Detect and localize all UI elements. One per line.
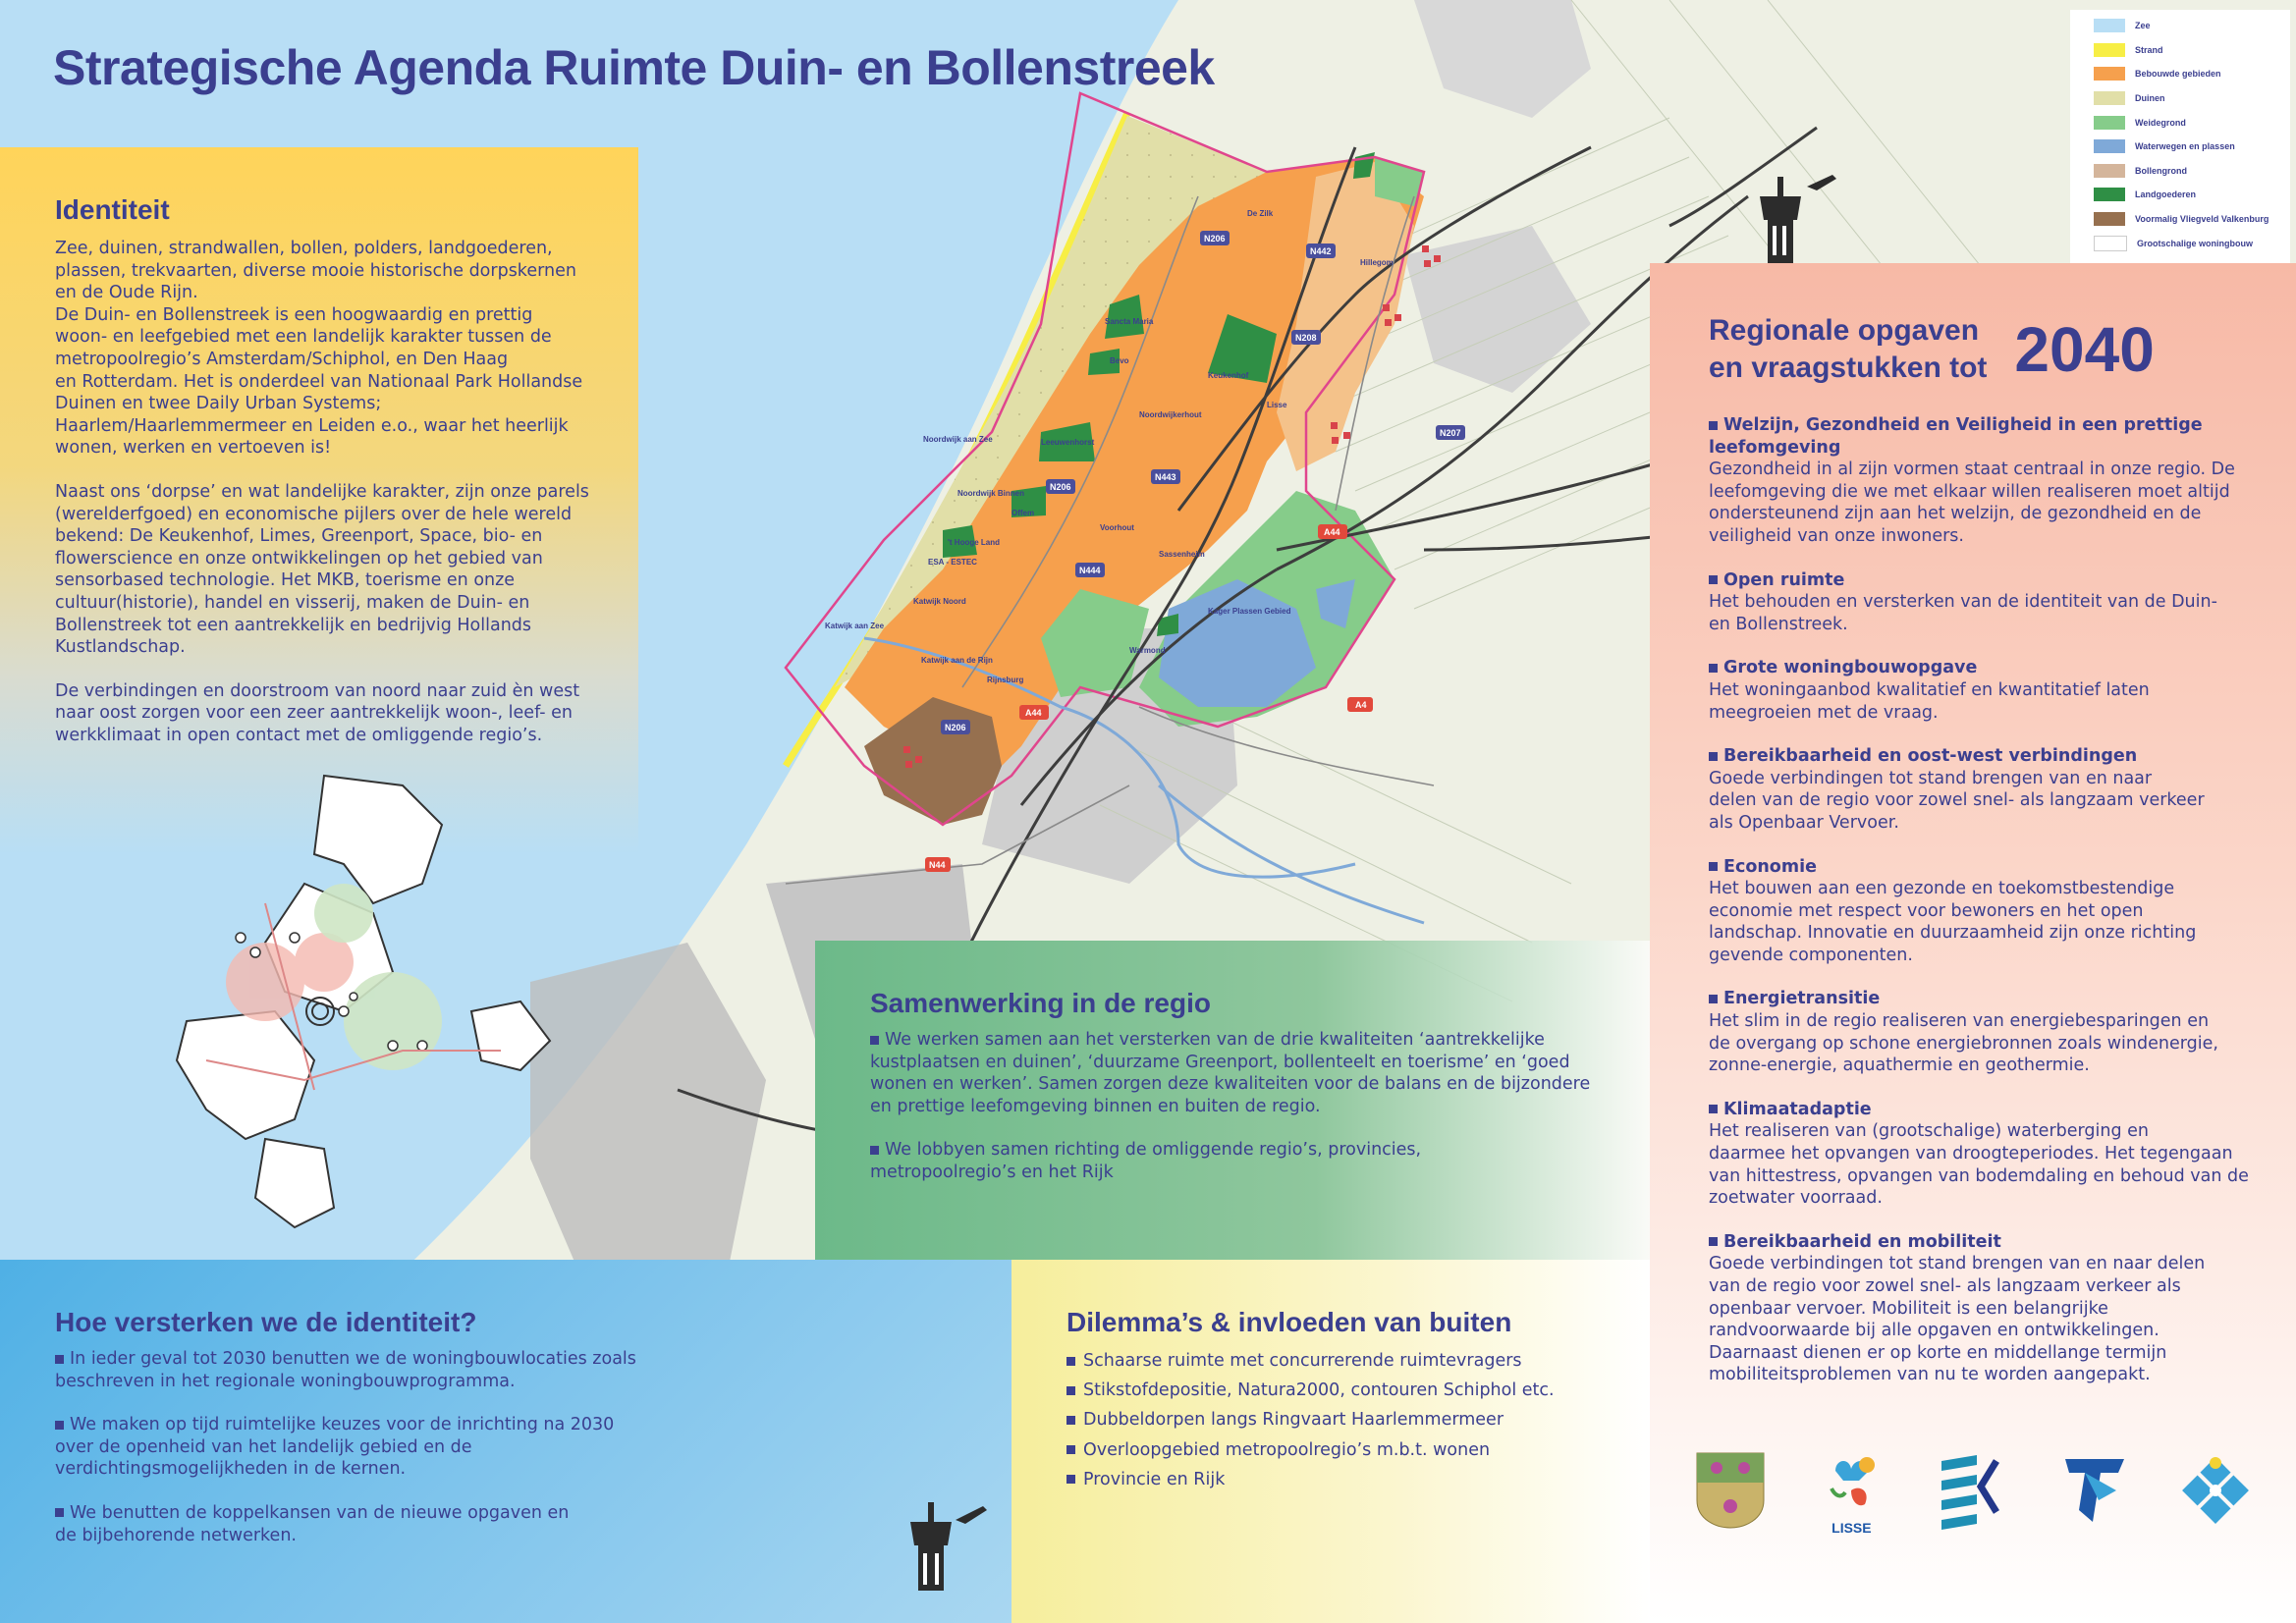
identiteit-paragraph: Zee, duinen, strandwallen, bollen, polders, landgoederen, plassen, trekvaarten, diverse mooie historische dorpskernen en de Oude Rijn. De Duin- en Bollenstreek is een hoogwaardig en prettig woon- en leefgebied met een landelijk karakter tussen de metropoolregio’s Amsterdam/Schiphol, en Den Haag en Rotterdam. Het is onderdeel van Nationaal Park Hollandse Duinen en twee Daily Urban Systems; Haarlem/Haarlemmermeer en Leiden e.o., waar het heerlijk wonen, werken en vertoeven is! [55,239,583,459]
map-label: Hillegom [1360,258,1394,267]
samenwerking-paragraph: We lobbyen samen richting de omliggende regio’s, provincies, metropoolregio’s en het Rijk [870,1140,1422,1182]
legend-swatch [2094,91,2125,105]
legend-swatch [2094,188,2125,201]
opgave-body: Gezondheid in al zijn vormen staat centraal in onze regio. De leefomgeving die we met elkaar willen realiseren moet altijd ondersteunend zijn aan het welzijn, de gezondheid en de veiligheid van onze inwoners. [1709,460,2235,546]
regionale-title-line2: en vraagstukken tot [1709,352,1988,384]
road-badge: N444 [1079,566,1101,575]
legend-item [2094,14,2290,38]
map-label: ESA - ESTEC [928,558,977,567]
regionale-title-line1: Regionale opgaven [1709,314,1980,347]
map-label: Kager Plassen Gebied [1208,607,1291,616]
opgave-body: Het behouden en versterken van de identiteit van de Duin- en Bollenstreek. [1709,592,2217,634]
legend-label: Voormalig Vliegveld Valkenburg [2135,214,2269,225]
dilemma-panel [1011,1260,1650,1623]
regionale-panel [1650,263,2296,1623]
samenwerking-paragraph: We werken samen aan het versterken van de drie kwaliteiten ‘aantrekkelijke kustplaatsen en duinen’, ‘duurzame Greenport, bollenteelt en toerisme’ en ‘goed wonen en werken’. Samen zorgen deze kwaliteiten voor de balans en de bijzondere en prettige leefomgeving binnen en buiten de regio. [870,1030,1591,1116]
dilemma-item: Stikstofdepositie, Natura2000, contouren Schiphol etc. [1066,1380,1620,1402]
page-title: Strategische Agenda Ruimte Duin- en Bollenstreek [53,40,1215,95]
map-label: Keukenhof [1208,371,1249,380]
samenwerking-title: Samenwerking in de regio [870,988,1211,1018]
opgave-body: Goede verbindingen tot stand brengen van en naar delen van de regio voor zowel snel- als langzaam verkeer als openbaar vervoer. Mobiliteit is een belangrijke randvoorwaarde bij alle opgaven en ontwikkelingen. Daarnaast dienen er op korte en middellange termijn mobiliteitsproblemen van nu te worden aangepakt. [1709,1254,2206,1385]
road-badge: N208 [1295,333,1317,343]
concept-diagram [147,766,560,1237]
opgaven-list [1709,414,2257,1386]
opgave-heading: Klimaatadaptie [1709,1099,2257,1121]
road-badge: A4 [1355,700,1367,710]
opgave-body: Het realiseren van (grootschalige) waterberging en daarmee het opvangen van droogteperiodes. Het tegengaan van hittestress, opvangen van bodemdaling en behoud van de zoetwater voorraad. [1709,1121,2249,1209]
legend-swatch [2094,212,2125,226]
municipality-logo [2180,1451,2251,1549]
legend-label: Weidegrond [2135,117,2186,128]
dilemma-item: Provincie en Rijk [1066,1469,1620,1491]
versterken-paragraph: We benutten de koppelkansen van de nieuwe opgaven en de bijbehorende netwerken. [55,1502,570,1545]
map-label: Noordwijkerhout [1139,410,1202,419]
identiteit-panel [0,147,638,854]
legend-label: Zee [2135,21,2151,31]
opgave-body: Het bouwen aan een gezonde en toekomstbestendige economie met respect voor bewoners en het open landschap. Innovatie en duurzaamheid zijn onze richting gevende componenten. [1709,879,2197,965]
legend-label: Bebouwde gebieden [2135,69,2221,80]
map-label: Leeuwenhorst [1041,438,1095,447]
map-label: Offem [1011,509,1035,517]
legend-swatch [2094,19,2125,32]
legend-item [2094,38,2290,63]
legend-item [2094,62,2290,86]
opgave-heading: Open ruimte [1709,569,2257,592]
map-label: 't Hooge Land [948,538,1001,547]
opgave-heading: Welzijn, Gezondheid en Veiligheid in een prettige leefomgeving [1709,415,2203,458]
map-label: Warmond [1129,646,1166,655]
municipality-logo [1938,1451,2008,1549]
opgave-heading: Energietransitie [1709,988,2257,1010]
legend-item [2094,110,2290,135]
opgave-body: Goede verbindingen tot stand brengen van en naar delen van de regio voor zowel snel- als langzaam verkeer als Openbaar Vervoer. [1709,768,2205,833]
map-label: Katwijk Noord [913,597,966,606]
map-label: Katwijk aan de Rijn [921,656,993,665]
identiteit-paragraph: Naast ons ‘dorpse’ en wat landelijke karakter, zijn onze parels (werelderfgoed) en economische pijlers over de hele wereld bekend: De Keukenhof, Limes, Greenport, Space, bio- en flowerscience en onze ontwikkelingen op het gebied van sensorbased technologie. Het MKB, toerisme en onze cultuur(historie), handel en visserij, maken de Duin- en Bollenstreek tot een aantrekkelijk en bedrijvig Hollands Kustlandschap. [55,481,589,658]
map-label: Noordwijk Binnen [957,489,1024,498]
identiteit-title: Identiteit [55,194,170,225]
map-label: Rijnsburg [987,676,1024,684]
airport-icon-south [908,1492,997,1600]
legend-item [2094,135,2290,159]
road-badge: A44 [1025,708,1042,718]
opgave-heading: Grote woningbouwopgave [1709,657,2257,679]
legend-item [2094,231,2290,255]
map-label: Sancta Maria [1105,317,1154,326]
legend-swatch [2094,164,2125,178]
legend-label: Waterwegen en plassen [2135,141,2235,152]
map-label: Katwijk aan Zee [825,622,885,630]
map-label: Bevo [1110,356,1129,365]
road-badge: N206 [1050,482,1071,492]
logo-caption: LISSE [1831,1520,1872,1536]
samenwerking-panel [815,941,1650,1260]
legend-label: Bollengrond [2135,165,2187,176]
map-label: Noordwijk aan Zee [923,435,993,444]
dilemma-item: Schaarse ruimte met concurrerende ruimtevragers [1066,1350,1620,1373]
legend-item [2094,86,2290,111]
legend-swatch [2094,67,2125,81]
road-badge: N206 [945,723,966,732]
map-label: De Zilk [1247,209,1274,218]
versterken-paragraph: We maken op tijd ruimtelijke keuzes voor de inrichting na 2030 over de openheid van het landelijk gebied en de verdichtingsmogelijkheden in de kernen. [55,1415,615,1480]
versterken-paragraph: In ieder geval tot 2030 benutten we de woningbouwlocaties zoals beschreven in het regionale woningbouwprogramma. [55,1349,636,1391]
opgave-heading: Economie [1709,856,2257,879]
road-badge: A44 [1324,527,1340,537]
opgave-heading: Bereikbaarheid en mobiliteit [1709,1231,2257,1254]
dilemma-title: Dilemma’s & invloeden van buiten [1066,1307,1512,1337]
municipality-logo [1816,1451,1886,1549]
legend-label: Landgoederen [2135,189,2197,200]
map-label: Lisse [1267,401,1287,409]
legend-swatch [2094,236,2127,251]
dilemma-list [1066,1350,1620,1490]
legend [2070,10,2290,263]
legend-label: Grootschalige woningbouw [2137,238,2253,248]
logos-row [1650,1451,2296,1549]
legend-item [2094,183,2290,207]
municipality-logo [2059,1451,2130,1549]
legend-item [2094,159,2290,184]
road-badge: N442 [1310,246,1332,256]
road-badge: N207 [1440,428,1461,438]
legend-item [2094,207,2290,232]
dilemma-item: Overloopgebied metropoolregio’s m.b.t. wonen [1066,1439,1620,1462]
versterken-title: Hoe versterken we de identiteit? [55,1307,477,1337]
road-badge: N206 [1204,234,1226,243]
road-badge: N443 [1155,472,1176,482]
opgave-heading: Bereikbaarheid en oost-west verbindingen [1709,745,2257,768]
identiteit-paragraph: De verbindingen en doorstroom van noord naar zuid èn west naar oost zorgen voor een zeer aantrekkelijk woon-, leef- en werkklimaat in open contact met de omliggende regio’s. [55,680,580,745]
opgave-body: Het woningaanbod kwalitatief en kwantitatief laten meegroeien met de vraag. [1709,679,2150,723]
legend-swatch [2094,116,2125,130]
legend-swatch [2094,43,2125,57]
legend-swatch [2094,139,2125,153]
versterken-panel [0,1260,1011,1623]
legend-label: Strand [2135,44,2163,55]
map-label: Voorhout [1100,523,1134,532]
opgave-body: Het slim in de regio realiseren van energiebesparingen en de overgang op schone energiebronnen zoals windenergie, zonne-energie, aquathermie en geothermie. [1709,1011,2218,1076]
dilemma-item: Dubbeldorpen langs Ringvaart Haarlemmermeer [1066,1409,1620,1432]
municipality-logo [1695,1451,1766,1549]
legend-label: Duinen [2135,93,2165,104]
road-badge: N44 [929,860,946,870]
map-label: Sassenheim [1159,550,1205,559]
regionale-year: 2040 [2014,314,2155,385]
